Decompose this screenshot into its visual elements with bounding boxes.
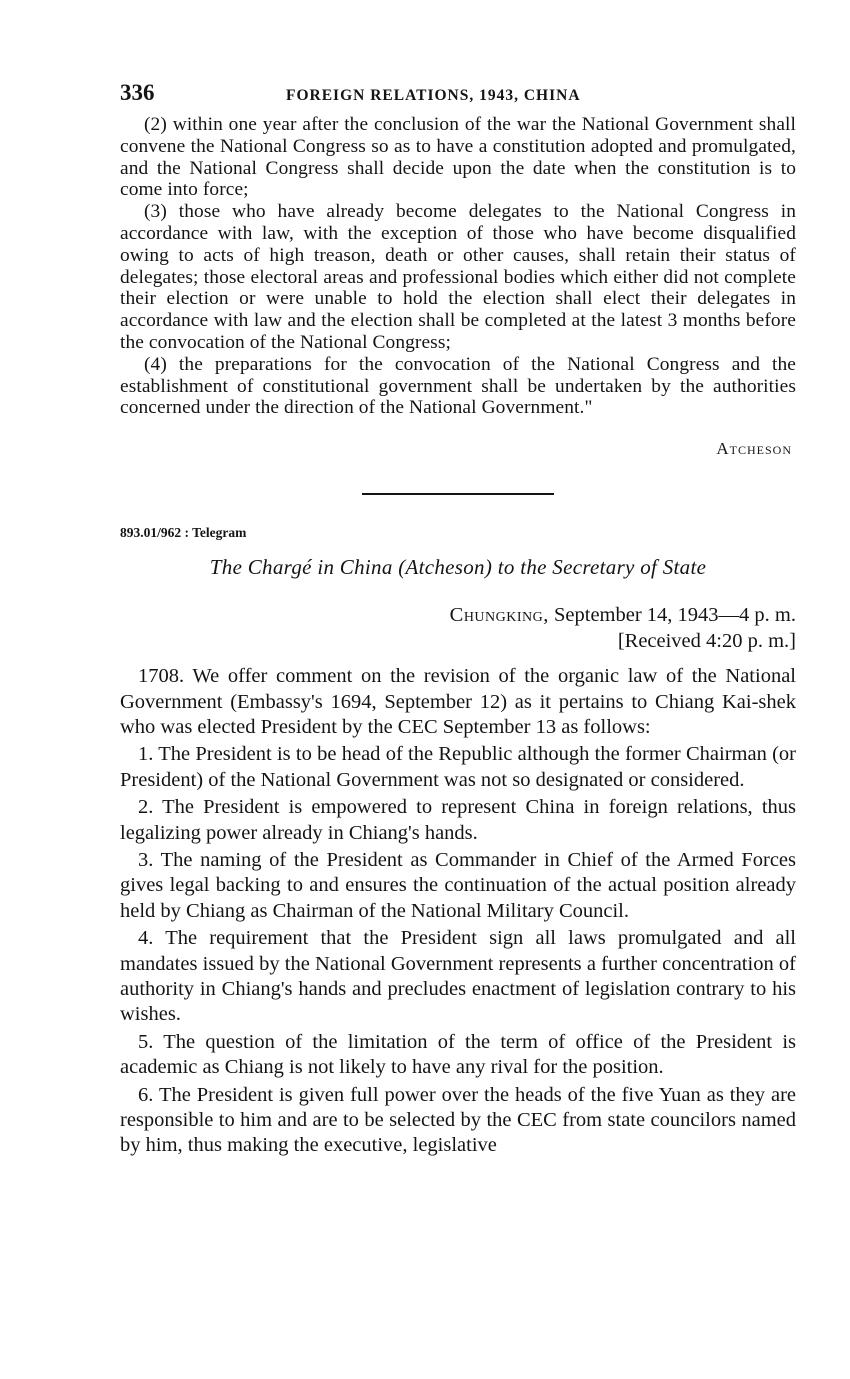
section-divider — [362, 493, 554, 495]
quoted-paragraph: (3) those who have already become delegates to the National Congress in accordance with law, with the exception of those who have become disqualified owing to acts of high treason, death or other causes, shall retain their status of delegates; those electoral areas and professional bodies which either did not complete their election or were unable to hold the election shall elect their delegates in accordance with law and the election shall be completed at the latest 3 months before the convocation of the National Congress; — [120, 201, 796, 353]
body-paragraph: 3. The naming of the President as Commander in Chief of the Armed Forces gives legal backing to and ensures the continuation of the actual position already held by Chiang as Chairman of the National Military Council. — [120, 849, 796, 922]
dateline-date: September 14, 1943—4 p. m. — [548, 604, 796, 627]
dateline-place: Chungking, — [449, 604, 549, 627]
body-paragraph: 1. The President is to be head of the Republic although the former Chairman (or President) of the National Government was not so designated or considered. — [120, 743, 796, 791]
quoted-law-text — [120, 114, 796, 419]
signature: Atcheson — [716, 439, 792, 459]
running-head: FOREIGN RELATIONS, 1943, CHINA — [286, 87, 581, 104]
document-page — [120, 80, 796, 1161]
page-number: 336 — [120, 80, 155, 105]
body-paragraph: 5. The question of the limitation of the term of office of the President is academic as Chiang is not likely to have any rival for the position. — [120, 1030, 796, 1079]
quoted-paragraph: (2) within one year after the conclusion of the war the National Government shall convene the National Congress so as to have a constitution adopted and promulgated, and the National Congress shall decide upon the date when the constitution is to come into force; — [120, 114, 796, 201]
page-header — [120, 80, 796, 114]
received-time: [Received 4:20 p. m.] — [617, 630, 796, 653]
body-paragraph: 1708. We offer comment on the revision of the organic law of the National Government (Embassy's 1694, September 12) as it pertains to Chiang Kai-shek who was elected President by the CEC September 13 as follows: — [120, 665, 796, 738]
body-paragraph: 6. The President is given full power over the heads of the five Yuan as they are responsible to him and are to be selected by the CEC from state councilors named by him, thus making the executive, legislative — [120, 1083, 796, 1157]
body-paragraph: 4. The requirement that the President sign all laws promulgated and all mandates issued by the National Government represents a further concentration of authority in Chiang's hands and precludes enactment of legislation contrary to his wishes. — [120, 927, 796, 1026]
dateline — [120, 602, 796, 628]
document-title: The Chargé in China (Atcheson) to the Secretary of State — [209, 555, 707, 580]
body-paragraph: 2. The President is empowered to represent China in foreign relations, thus legalizing power already in Chiang's hands. — [120, 796, 796, 844]
file-reference: 893.01/962 : Telegram — [120, 525, 247, 541]
telegram-body — [120, 664, 796, 1159]
quoted-paragraph: (4) the preparations for the convocation of the National Congress and the establishment of constitutional government shall be undertaken by the authorities concerned under the direction of the National Government." — [120, 353, 796, 419]
